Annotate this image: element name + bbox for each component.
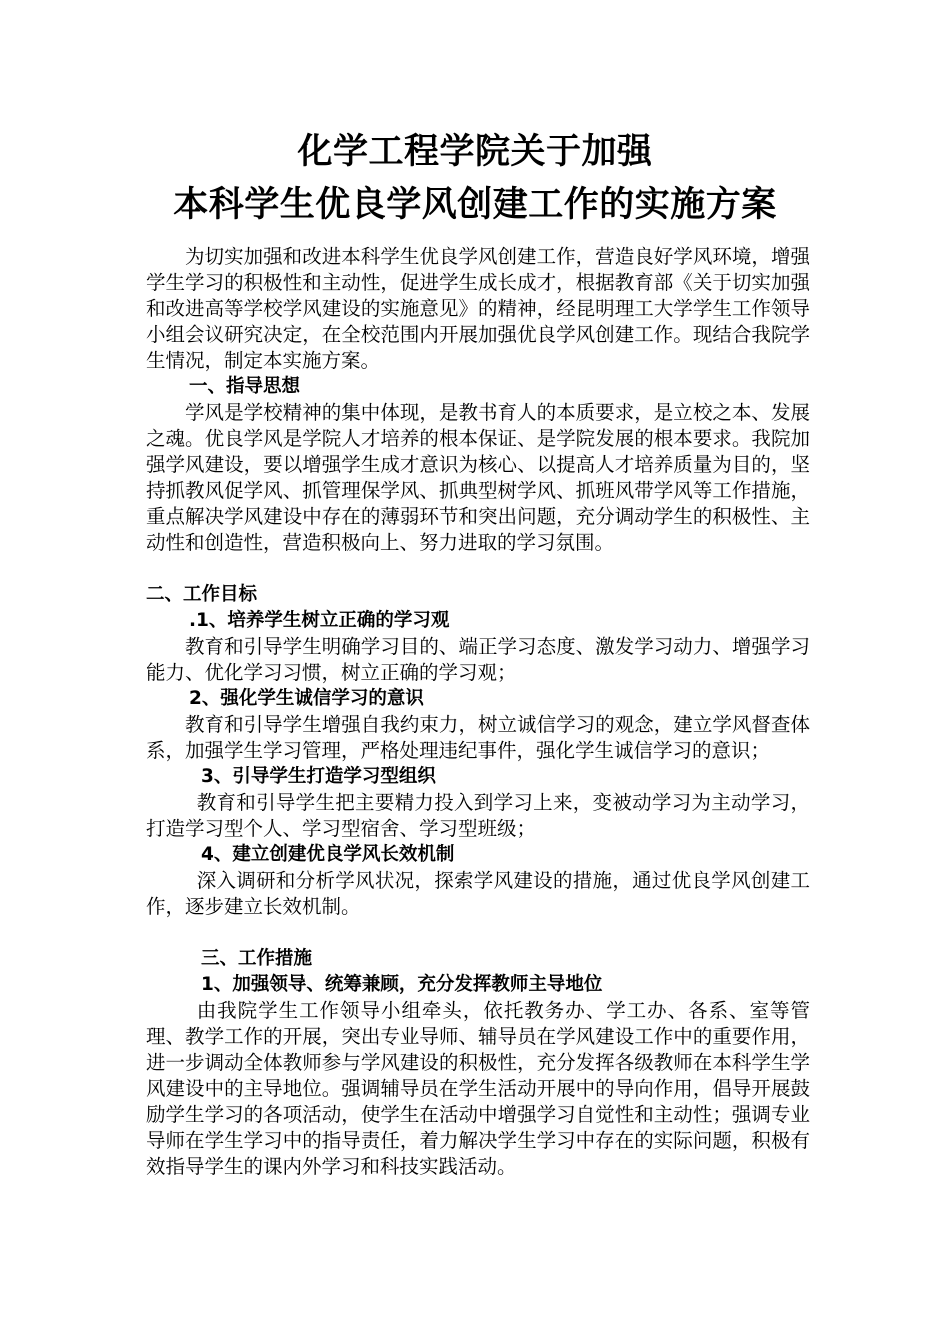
section-2-heading: 二、工作目标 (146, 584, 258, 605)
section-2-item-1-heading: .1、培养学生树立正确的学习观 (189, 610, 450, 631)
section-1-paragraph: 学风是学校精神的集中体现，是教书育人的本质要求，是立校之本、发展之魂。优良学风是学院人才培养的根本保证、是学院发展的根本要求。我院加强学风建设，要以增强学生成才意识为核心、以提高人才培养质量为目的，坚持抓教风促学风、抓管理保学风、抓典型树学风、抓班风带学风等工作措施，重点解决学风建设中存在的薄弱环节和突出问题，充分调动学生的积极性、主动性和创造性，营造积极向上、努力进取的学习氛围。 (146, 401, 810, 554)
document-title-line-1: 化学工程学院关于加强 (297, 132, 653, 172)
document-body (146, 244, 810, 1180)
intro-paragraph: 为切实加强和改进本科学生优良学风创建工作，营造良好学风环境，增强学生学习的积极性和主动性，促进学生成长成才，根据教育部《关于切实加强和改进高等学校学风建设的实施意见》的精神，经昆明理工大学学生工作领导小组会议研究决定，在全校范围内开展加强优良学风创建工作。现结合我院学生情况，制定本实施方案。 (146, 245, 810, 372)
section-2-item-4-paragraph: 深入调研和分析学风状况，探索学风建设的措施，通过优良学风创建工作，逐步建立长效机制。 (146, 869, 810, 918)
section-3-heading: 三、工作措施 (201, 948, 313, 969)
section-2-item-2-paragraph: 教育和引导学生增强自我约束力，树立诚信学习的观念，建立学风督查体系，加强学生学习管理，严格处理违纪事件，强化学生诚信学习的意识； (146, 713, 810, 762)
section-2-item-1-paragraph: 教育和引导学生明确学习目的、端正学习态度、激发学习动力、增强学习能力、优化学习习惯，树立正确的学习观； (146, 635, 810, 684)
document-title-line-2: 本科学生优良学风创建工作的实施方案 (173, 185, 777, 225)
section-2-item-3-paragraph: 教育和引导学生把主要精力投入到学习上来，变被动学习为主动学习，打造学习型个人、学习型宿舍、学习型班级； (146, 791, 810, 840)
section-1-heading: 一、指导思想 (189, 376, 301, 397)
section-2-item-2-heading: 2、强化学生诚信学习的意识 (189, 688, 424, 709)
blank-line (146, 556, 810, 582)
section-3-item-1-heading: 1、加强领导、统筹兼顾，充分发挥教师主导地位 (201, 974, 603, 995)
blank-line (146, 920, 810, 946)
section-2-item-4-heading: 4、建立创建优良学风长效机制 (201, 844, 455, 865)
section-3-item-1-paragraph: 由我院学生工作领导小组牵头，依托教务办、学工办、各系、室等管理、教学工作的开展，突出专业导师、辅导员在学风建设工作中的重要作用，进一步调动全体教师参与学风建设的积极性，充分发挥各级教师在本科学生学风建设中的主导地位。强调辅导员在学生活动开展中的导向作用，倡导开展鼓励学生学习的各项活动，使学生在活动中增强学习自觉性和主动性；强调专业导师在学生学习中的指导责任，着力解决学生学习中存在的实际问题，积极有效指导学生的课内外学习和科技实践活动。 (146, 999, 810, 1178)
section-2-item-3-heading: 3、引导学生打造学习型组织 (201, 766, 436, 787)
